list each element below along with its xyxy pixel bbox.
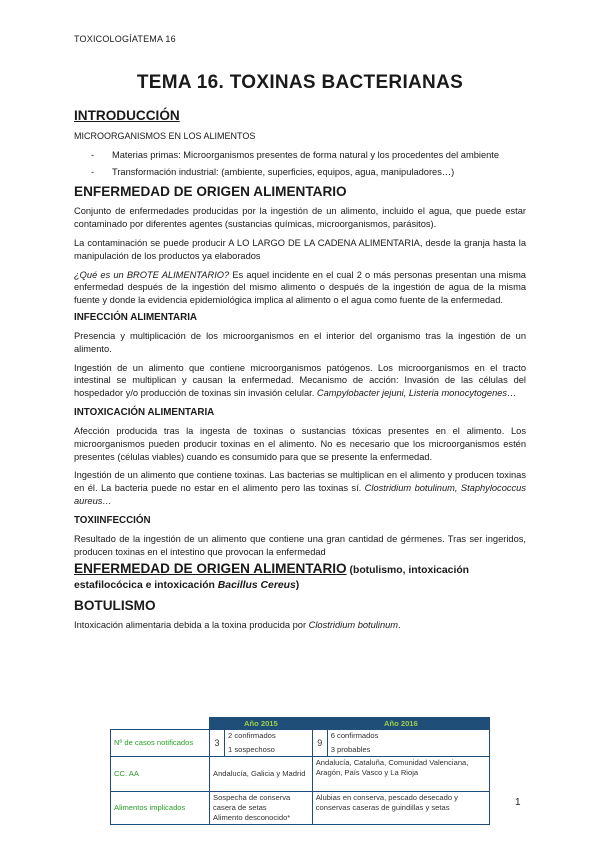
document-body: [74, 107, 526, 632]
eoa2-heading-suffix: (botulismo, intoxicación estafilocócica e intoxicación: [74, 565, 470, 592]
running-header: TOXICOLOGÍATEMA 16: [74, 34, 176, 44]
list-item: [74, 166, 526, 179]
intoxicacion-examples: Clostridium botulinum, Staphylococcus aureus…: [74, 483, 526, 506]
botulismo-text: Intoxicación alimentaria debida a la toxina producida por: [74, 619, 309, 630]
table-header-row: [111, 718, 490, 730]
eoa2-heading-close: ): [295, 580, 300, 592]
bullet-text: Materias primas: Microorganismos presentes de forma natural y los procedentes del ambiente: [112, 149, 500, 160]
list-item: [74, 149, 526, 162]
row-label: Alimentos implicados: [111, 792, 210, 825]
year-2016-header: Año 2016: [312, 718, 489, 730]
toxiinfeccion-paragraph: Resultado de la ingestión de un alimento que contiene una gran cantidad de gérmenes. Tras ser ingeridos, producen toxinas en el intestino que provocan la enfermedad: [74, 533, 526, 557]
infeccion-paragraph-2: [74, 362, 526, 400]
eoa2-heading: [74, 563, 526, 593]
botulismo-end: .: [398, 619, 401, 630]
bullet-text: Transformación industrial: (ambiente, superficies, equipos, agua, manipuladores…): [112, 166, 455, 177]
intoxicacion-text: Ingestión de un alimento que contiene toxinas. Las bacterias se multiplican en el alimento y producen toxinas en él. La bacteria puede no estar en el alimento pero las toxinas sí.: [74, 470, 526, 494]
infeccion-examples: Campylobacter jejuni, Listeria monocytogenes…: [316, 388, 517, 399]
cases-2016-confirmed: 6 confirmados: [330, 731, 379, 740]
intoxicacion-paragraph-1: Afección producida tras la ingesta de toxinas o sustancias tóxicas presentes en el alimento. Los microorganismos pueden producir toxinas en el alimento. No es necesario que los microorganismos estén presentes (células viables) cuando es consumido para que se presente la enfermedad.: [74, 425, 526, 462]
dash-icon: -: [91, 149, 95, 160]
intoxicacion-paragraph-2: [74, 469, 526, 507]
infeccion-paragraph-1: Presencia y multiplicación de los microorganismos en el interior del organismo tras la ingestión de un alimento.: [74, 330, 526, 354]
cases-2015-detail: [225, 730, 313, 757]
botulismo-paragraph: [74, 619, 526, 632]
intro-subheading: MICROORGANISMOS EN LOS ALIMENTOS: [74, 131, 256, 141]
table-row: [111, 792, 490, 825]
row-label: CC. AA: [111, 757, 210, 792]
year-2015-header: Año 2015: [210, 718, 313, 730]
page-title: TEMA 16. TOXINAS BACTERIANAS: [136, 72, 464, 93]
intoxicacion-heading: INTOXICACIÓN ALIMENTARIA: [74, 406, 215, 418]
eoa-paragraph-2: La contaminación se puede producir A LO LARGO DE LA CADENA ALIMENTARIA, desde la granja hasta la manipulación de los productos ya elaborados: [74, 237, 526, 261]
table-row: [111, 757, 490, 792]
ccaa-2015: Andalucía, Galicia y Madrid: [210, 757, 313, 792]
eoa-paragraph-1: Conjunto de enfermedades producidas por la ingestión de un alimento, incluido el agua, que puede estar contaminado por diferentes agentes (sustancias químicas, microorganismos, parásitos).: [74, 206, 526, 230]
eoa2-heading-italic: Bacillus Cereus: [217, 580, 296, 592]
foods-2015: [210, 792, 313, 825]
row-label: Nº de casos notificados: [111, 730, 210, 757]
cases-2015-total: 3: [210, 730, 225, 757]
cases-2016-detail: [327, 730, 489, 757]
table-row: [111, 730, 490, 757]
brote-definition: Es aquel incidente en el cual 2 o más personas presentan una misma enfermedad después de la ingestión del mismo alimento o después de la ingestión de agua de la misma fuente y donde la evidencia epidemiológica implica al alimento o el agua como fuente de la enfermedad.: [74, 269, 526, 306]
intro-heading: INTRODUCCIÓN: [74, 108, 180, 123]
ccaa-2016: Andalucía, Cataluña, Comunidad Valenciana, Aragón, País Vasco y La Rioja: [312, 757, 489, 792]
eoa-paragraph-3: [74, 269, 526, 307]
foods-2016: Alubias en conserva, pescado desecado y conservas caseras de guindillas y setas: [312, 792, 489, 825]
botulism-table: [110, 717, 490, 825]
cases-2016-total: 9: [312, 730, 327, 757]
botulismo-organism: Clostridium botulinum: [308, 619, 399, 630]
foods-2015-unknown: Alimento desconocido*: [213, 813, 291, 822]
eoa2-heading-title: ENFERMEDAD DE ORIGEN ALIMENTARIO: [74, 561, 347, 577]
cases-2015-suspected: 1 sospechoso: [228, 745, 275, 754]
cases-2015-confirmed: 2 confirmados: [228, 731, 276, 740]
page-number: 1: [515, 797, 521, 808]
infeccion-text: Ingestión de un alimento que contiene microorganismos patógenos. Los microorganismos en el tracto intestinal se multiplican y causan la enfermedad. Mecanismo de acción: Invasión de las células del hospedador y/o producción de toxinas sin invasión celular.: [74, 362, 526, 399]
infeccion-heading: INFECCIÓN ALIMENTARIA: [74, 311, 197, 323]
brote-question: ¿Qué es un BROTE ALIMENTARIO?: [74, 269, 230, 280]
foods-2015-suspected: Sospecha de conserva casera de setas: [213, 793, 291, 812]
eoa-heading: ENFERMEDAD DE ORIGEN ALIMENTARIO: [74, 184, 347, 200]
table-corner-cell: [111, 718, 210, 730]
cases-2016-probable: 3 probables: [330, 745, 371, 754]
botulismo-heading: BOTULISMO: [74, 597, 156, 613]
dash-icon: -: [91, 166, 95, 177]
intro-bullet-list: [74, 149, 526, 179]
toxiinfeccion-heading: TOXIINFECCIÓN: [74, 514, 151, 526]
